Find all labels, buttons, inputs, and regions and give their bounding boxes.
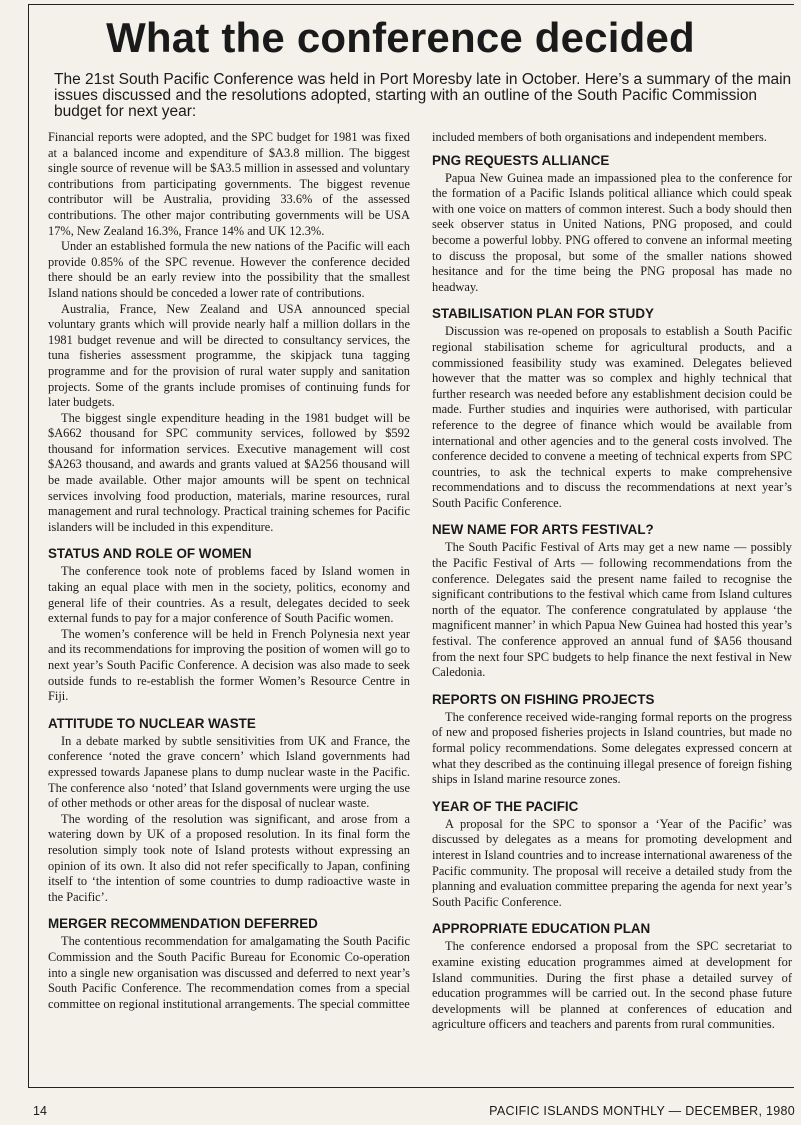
section-heading-year: YEAR OF THE PACIFIC [432,798,579,814]
body-paragraph: In a debate marked by subtle sensitivities from UK and France, the conference ‘noted the grave concern’ which Island governments had expressed towards Japanese plans to dump nuclear waste in the Pacific. The conference also ‘noted’ that Island governments were urging the use of other methods or other areas for the disposal of nuclear waste. [48,733,410,811]
page-footer [0,1104,801,1124]
article-title: What the conference decided [106,14,695,61]
body-paragraph: The conference received wide-ranging formal reports on the progress of new and proposed fisheries projects in Island countries, but made no formal policy recommendations. Some delegates expressed concern at what they described as the continuing illegal presence of foreign fishing ships in Island marine resource zones. [432,709,792,787]
section-heading-stabilisation: STABILISATION PLAN FOR STUDY [432,306,654,322]
body-paragraph: Under an established formula the new nations of the Pacific will each provide 0.85% of the SPC revenue. However the conference decided there should be an early review into the possibility that the smallest Island nations should be conceded a lower rate of contributions. [48,239,410,300]
body-paragraph: The wording of the resolution was significant, and arose from a watering down by UK of a proposed resolution. In its final form the resolution simply took note of Island protests without expressing an opinion of its own. It also did not refer specifically to Japan, confining itself to ‘the intention of some countries to dump radioactive waste in the Pacific’. [48,811,410,904]
right-column [432,130,792,1033]
body-paragraph: The South Pacific Festival of Arts may get a new name — possibly the Pacific Festival of Arts — following recommendations from the conference. Delegates said the present name failed to recognise the significant contributions to the festival which came from Island cultures north of the equator. The conference congratulated by applause ‘the magnificent manner’ in which Papua New Guinea had hosted this year’s festival. The conference approved an annual fund of $A56 thousand from the next four SPC budgets to help finance the next festival in New Caledonia. [432,540,792,680]
section-heading-education: APPROPRIATE EDUCATION PLAN [432,921,651,937]
section-heading-merger: MERGER RECOMMENDATION DEFERRED [48,916,318,932]
body-paragraph: Financial reports were adopted, and the SPC budget for 1981 was fixed at a balanced income and expenditure of $A3.8 million. The biggest single source of revenue will be $A3.5 million in assessed and voluntary contributions from participating governments. The biggest revenue contributor will be Australia, providing 33.6% of the assessed contributions. The other major contributing governments will be USA 17%, New Zealand 16.3%, France 14% and UK 12.3%. [48,130,410,238]
body-paragraph: The conference took note of problems faced by Island women in taking an equal place with men in the society, politics, economy and general life of their countries. As a result, delegates decided to seek external funds to pay for a major conference of South Pacific women. [48,564,410,626]
section-heading-fishing: REPORTS ON FISHING PROJECTS [432,691,655,707]
article-intro: The 21st South Pacific Conference was held in Port Moresby late in October. Here’s a summary of the main issues discussed and the resolutions adopted, starting with an outline of the South Pacific Commission budget for next year: [54,71,792,120]
body-paragraph: Discussion was re-opened on proposals to establish a South Pacific regional stabilisation scheme for agricultural products, and a commissioned feasibility study was examined. Delegates believed however that the matter was so complex and highly technical that further research was needed before any establishment decision could be made. Further studies and inquiries were authorised, with particular reference to the degree of finance which would be available from international and other agencies and to the general costs involved. The conference decided to convene a meeting of technical experts from SPC countries, to ask the technical experts to make comprehensive recommendations and to discuss the recommendations at next year’s South Pacific Conference. [432,324,792,510]
running-title: PACIFIC ISLANDS MONTHLY — DECEMBER, 1980 [489,1104,795,1118]
left-column [48,130,410,1012]
body-paragraph: Australia, France, New Zealand and USA announced special voluntary grants which will provide nearly half a million dollars in the 1981 budget revenue and will be directed to consultancy services, the tuna fisheries assessment programme, the skipjack tuna tagging programme and for the provision of rural water supply and sanitation projects. Some of the grants include promises of continuing funds for later budgets. [48,301,410,410]
body-paragraph: The women’s conference will be held in French Polynesia next year and its recommendations for improving the position of women will go to next year’s South Pacific Conference. A decision was also made to seek outside funds to re-establish the former Women’s Resource Centre in Fiji. [48,626,410,704]
section-heading-nuclear: ATTITUDE TO NUCLEAR WASTE [48,715,256,731]
body-paragraph: Papua New Guinea made an impassioned plea to the conference for the formation of a Pacific Islands political alliance which could speak with one voice on matters of common interest. Such a body should then seek observer status in United Nations, PNG proposed, and could become a powerful lobby. PNG offered to convene an informal meeting to discuss the proposal, but some of the smaller nations showed hesitance and for the time being the PNG proposal has made no headway. [432,170,792,294]
section-heading-women: STATUS AND ROLE OF WOMEN [48,546,252,562]
section-heading-png: PNG REQUESTS ALLIANCE [432,152,610,168]
body-paragraph: The conference endorsed a proposal from the SPC secretariat to examine existing education programmes aimed at development for Island communities. During the first phase a detailed survey of education programmes will be carried out. In the second phase future developments will be planned at conferences of education and agriculture officers and teachers and parents from rural communities. [432,939,792,1032]
body-paragraph: The biggest single expenditure heading in the 1981 budget will be $A662 thousand for SPC community services, followed by $592 thousand for information services. Executive management will cost $A263 thousand, and awards and grants valued at $A256 thousand will be made available. Other major amounts will be spent on technical services involving food production, materials, marine resources, rural management and rural technology. Practical training schemes for Pacific islanders will be included in this expenditure. [48,410,410,534]
body-paragraph: The contentious recommendation for amalgamating the South Pacific Commission and the South Pacific Bureau for Economic Co-operation into a single new organisation was discussed and deferred to next year’s South Pacific Conference. The recommendation comes from a special committee on regional institutional arrangements. The special committee [48,934,410,1011]
page-number: 14 [33,1104,47,1118]
section-heading-arts: NEW NAME FOR ARTS FESTIVAL? [432,522,654,538]
body-paragraph: included members of both organisations and independent members. [432,130,767,144]
body-paragraph: A proposal for the SPC to sponsor a ‘Year of the Pacific’ was discussed by delegates as a means for promoting development and interest in Island countries and to increase international awareness of the Pacific community. The proposal will receive a detailed study from the planning and evaluation committee preparing the agenda for next year’s South Pacific Conference. [432,816,792,909]
